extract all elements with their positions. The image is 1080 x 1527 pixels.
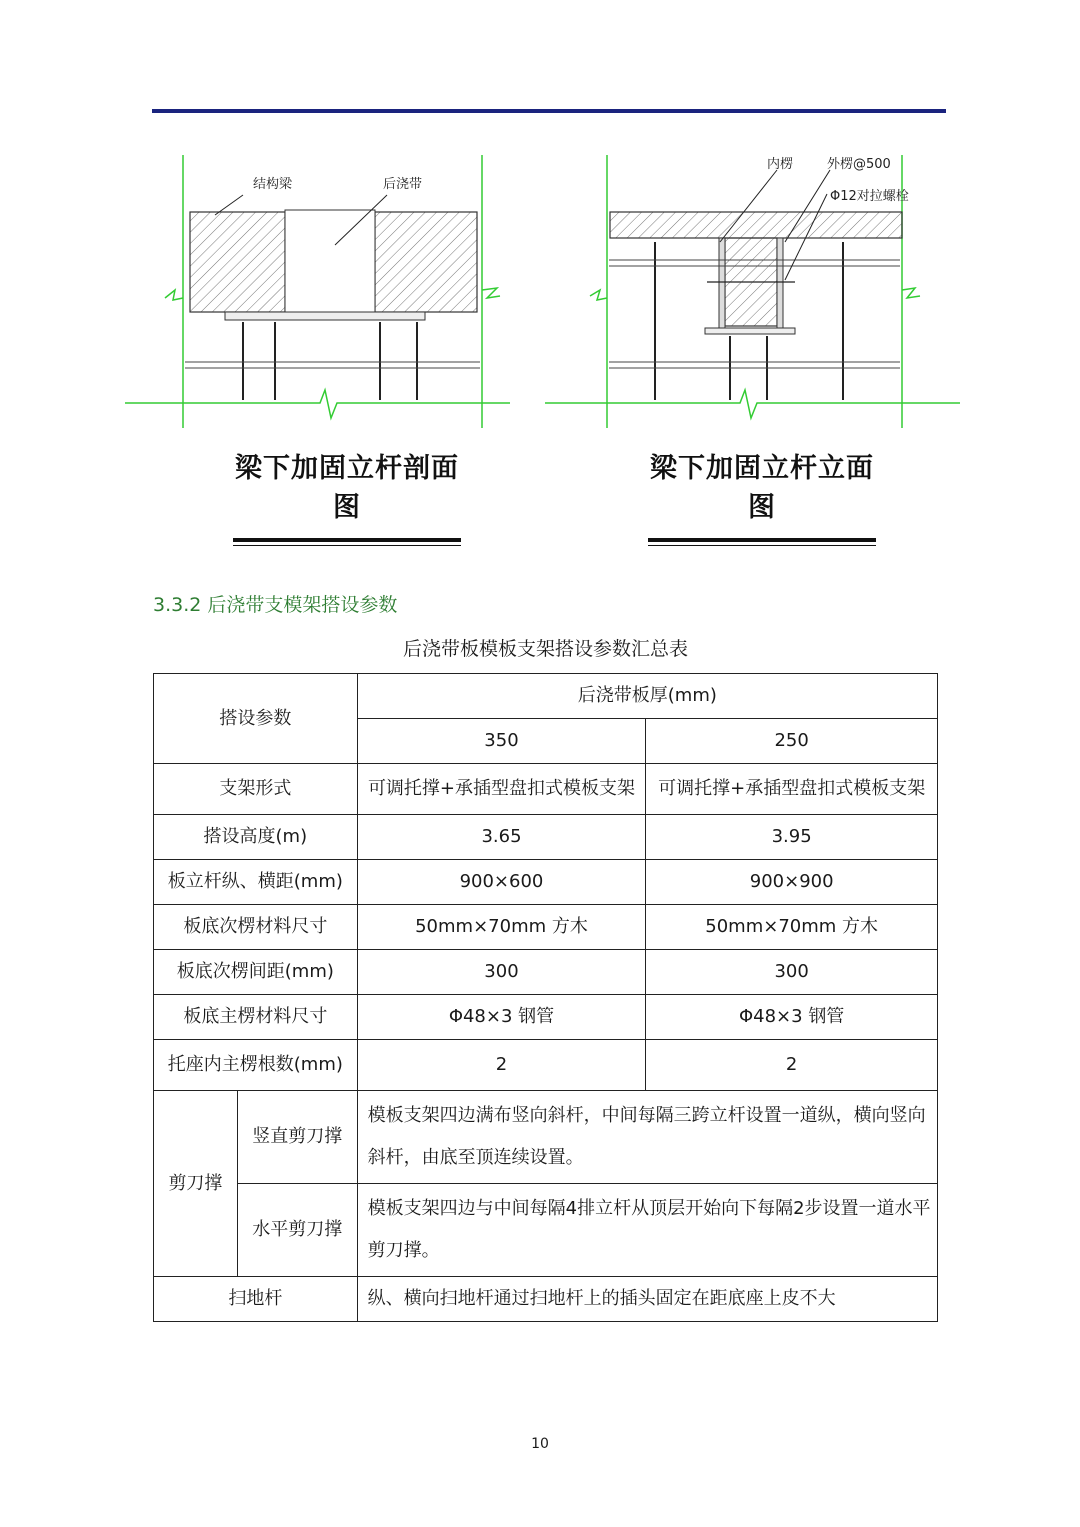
row-label: 搭设高度(m) bbox=[154, 815, 358, 860]
scissor-vertical-label: 竖直剪刀撑 bbox=[237, 1091, 357, 1184]
row-label: 板底次楞材料尺寸 bbox=[154, 905, 358, 950]
row-value-250: 50mm×70mm 方木 bbox=[646, 905, 938, 950]
row-label: 板底主楞材料尺寸 bbox=[154, 995, 358, 1040]
figure-beam-section-drawing bbox=[125, 150, 510, 435]
scissor-horizontal-label: 水平剪刀撑 bbox=[237, 1184, 357, 1277]
sweep-text: 纵、横向扫地杆通过扫地杆上的插头固定在距底座上皮不大 bbox=[357, 1277, 937, 1322]
sweep-label: 扫地杆 bbox=[154, 1277, 358, 1322]
table-row bbox=[154, 905, 938, 950]
table-row bbox=[154, 764, 938, 815]
row-value-350: 3.65 bbox=[357, 815, 646, 860]
table-row bbox=[154, 1040, 938, 1091]
beam-section-svg bbox=[125, 150, 510, 435]
row-value-250: Φ48×3 钢管 bbox=[646, 995, 938, 1040]
title-underline bbox=[648, 538, 876, 542]
scissor-vertical-text: 模板支架四边满布竖向斜杆，中间每隔三跨立杆设置一道纵，横向竖向斜杆，由底至顶连续设置。 bbox=[357, 1091, 937, 1184]
figure-title-elevation-text: 梁下加固立杆立面图 bbox=[650, 453, 874, 523]
table-row bbox=[154, 995, 938, 1040]
label-structural-beam: 结构梁 bbox=[253, 177, 293, 192]
table-row bbox=[154, 950, 938, 995]
figure-beam-elevation-drawing bbox=[545, 150, 960, 435]
parameters-table bbox=[153, 673, 938, 1322]
row-label: 托座内主楞根数(mm) bbox=[154, 1040, 358, 1091]
label-outer-wale: 外楞@500 bbox=[827, 157, 891, 172]
row-value-350: 可调托撑+承插型盘扣式模板支架 bbox=[357, 764, 646, 815]
scissor-group-label: 剪刀撑 bbox=[154, 1091, 238, 1277]
row-label: 板立杆纵、横距(mm) bbox=[154, 860, 358, 905]
section-heading: 3.3.2 后浇带支模架搭设参数 bbox=[153, 594, 398, 616]
row-value-250: 900×900 bbox=[646, 860, 938, 905]
label-post-pour-strip: 后浇带 bbox=[383, 177, 423, 192]
label-inner-wale: 内楞 bbox=[767, 157, 794, 172]
row-value-350: 300 bbox=[357, 950, 646, 995]
page-number: 10 bbox=[531, 1436, 549, 1452]
header-col-350: 350 bbox=[357, 719, 646, 764]
table-row-scissor-horizontal bbox=[154, 1184, 938, 1277]
figure-title-section bbox=[233, 446, 461, 546]
row-value-350: 2 bbox=[357, 1040, 646, 1091]
header-param-label: 搭设参数 bbox=[154, 674, 358, 764]
figure-title-section-text: 梁下加固立杆剖面图 bbox=[235, 453, 459, 523]
row-value-250: 300 bbox=[646, 950, 938, 995]
title-underline bbox=[233, 538, 461, 542]
header-rule bbox=[152, 109, 946, 113]
row-value-350: 900×600 bbox=[357, 860, 646, 905]
table-row-sweep bbox=[154, 1277, 938, 1322]
scissor-horizontal-text: 模板支架四边与中间每隔4排立杆从顶层开始向下每隔2步设置一道水平剪刀撑。 bbox=[357, 1184, 937, 1277]
row-value-250: 3.95 bbox=[646, 815, 938, 860]
row-value-250: 2 bbox=[646, 1040, 938, 1091]
title-underline-thin bbox=[648, 545, 876, 546]
row-value-350: 50mm×70mm 方木 bbox=[357, 905, 646, 950]
row-value-350: Φ48×3 钢管 bbox=[357, 995, 646, 1040]
title-underline-thin bbox=[233, 545, 461, 546]
row-label: 支架形式 bbox=[154, 764, 358, 815]
row-value-250: 可调托撑+承插型盘扣式模板支架 bbox=[646, 764, 938, 815]
table-row bbox=[154, 815, 938, 860]
row-label: 板底次楞间距(mm) bbox=[154, 950, 358, 995]
header-group-label: 后浇带板厚(mm) bbox=[357, 674, 937, 719]
table-header-row bbox=[154, 674, 938, 719]
table-row bbox=[154, 860, 938, 905]
beam-elevation-svg bbox=[545, 150, 960, 435]
label-tie-bolt: Φ12对拉螺栓 bbox=[830, 189, 909, 204]
header-col-250: 250 bbox=[646, 719, 938, 764]
table-row-scissor-vertical bbox=[154, 1091, 938, 1184]
table-caption: 后浇带板模板支架搭设参数汇总表 bbox=[402, 638, 688, 660]
figure-title-elevation bbox=[648, 446, 876, 546]
